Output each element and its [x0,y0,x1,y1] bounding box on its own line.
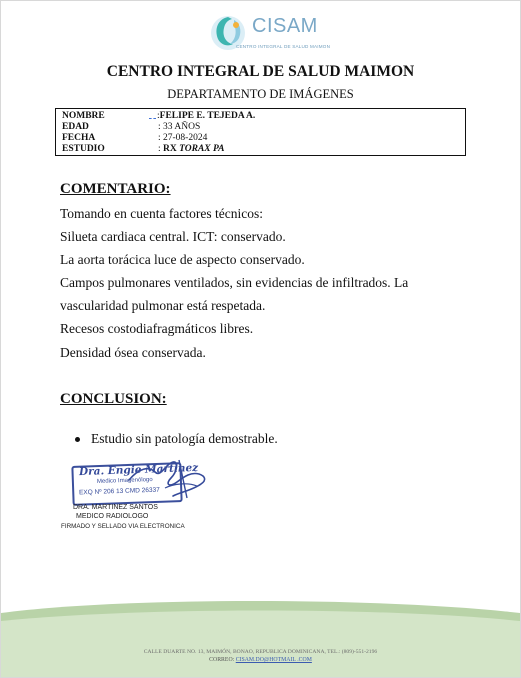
comment-line: Campos pulmonares ventilados, sin evidencias de infiltrados. La [60,275,409,290]
electronic-signature-note: FIRMADO Y SELLADO VIA ELECTRONICA [61,523,185,530]
comment-line: Tomando en cuenta factores técnicos: [60,206,263,221]
info-value-wrapper [149,133,207,144]
stamp-license: EXQ Nº 206 13 CMD 26337 [78,486,160,497]
comment-line: vascularidad pulmonar está respetada. [60,298,266,313]
info-row-study [62,144,459,155]
doctor-title: MEDICO RADIOLOGO [76,513,149,520]
info-row-name [62,111,459,122]
info-separator: : [158,144,161,154]
footer-band [1,599,520,678]
info-row-age [62,122,459,133]
conclusion-text: Estudio sin patología demostrable. [91,431,278,446]
footer-email-line [1,657,520,663]
footer-email-label: CORREO: [209,657,236,663]
info-value-wrapper [149,144,224,155]
comment-line: Densidad ósea conservada. [60,345,206,360]
handwritten-signature-icon [69,458,211,506]
logo-wordmark: CISAM [252,15,318,37]
footer-address: CALLE DUARTE NO. 13, MAIMÓN, BONAO, REPUBLICA DOMINICANA, TEL.: (809)-551-2196 [143,649,378,655]
patient-age: 33 AÑOS [163,122,201,132]
patient-name: FELIPE E. TEJEDA A. [159,111,256,121]
document-title: CENTRO INTEGRAL DE SALUD MAIMON [106,63,415,80]
stamp-role: Medico Imagenólogo [96,477,153,485]
footer-email-link[interactable]: CISAM.DO@HOTMAIL .COM [235,657,312,663]
info-row-date [62,133,459,144]
study-type: RX [163,144,177,154]
info-label: FECHA [62,133,96,143]
department-title: DEPARTAMENTO DE IMÁGENES [167,87,354,101]
info-value-wrapper [149,111,255,122]
comment-line: Silueta cardiaca central. ICT: conservado. [60,229,286,244]
info-value-wrapper [149,122,200,133]
info-separator: : [158,133,161,143]
study-view: TORAX PA [179,144,225,154]
comment-line: Recesos costodiafragmáticos libres. [60,321,254,336]
stamp-doctor-name: Dra. Engie Martinez [78,461,199,479]
info-separator: : [158,122,161,132]
patient-info-table [55,108,466,156]
logo-subtitle: CENTRO INTEGRAL DE SALUD MAIMON [236,44,331,49]
study-date: 27-08-2024 [163,133,208,143]
info-label: ESTUDIO [62,144,105,154]
doctor-name: DRA. MARTINEZ SANTOS [73,504,158,511]
info-label: EDAD [62,122,89,132]
conclusion-item [75,431,278,447]
bullet-icon [75,437,80,442]
comment-heading: COMENTARIO: [60,181,171,197]
conclusion-heading: CONCLUSION: [60,391,167,407]
doctor-signature-block [73,503,158,521]
signature-stamp [69,458,211,506]
cisam-logo [206,11,336,55]
info-separator: : [157,111,160,121]
info-label: NOMBRE [62,111,105,121]
link-marker-icon [149,113,156,119]
comment-line: La aorta torácica luce de aspecto conservado. [60,252,305,267]
